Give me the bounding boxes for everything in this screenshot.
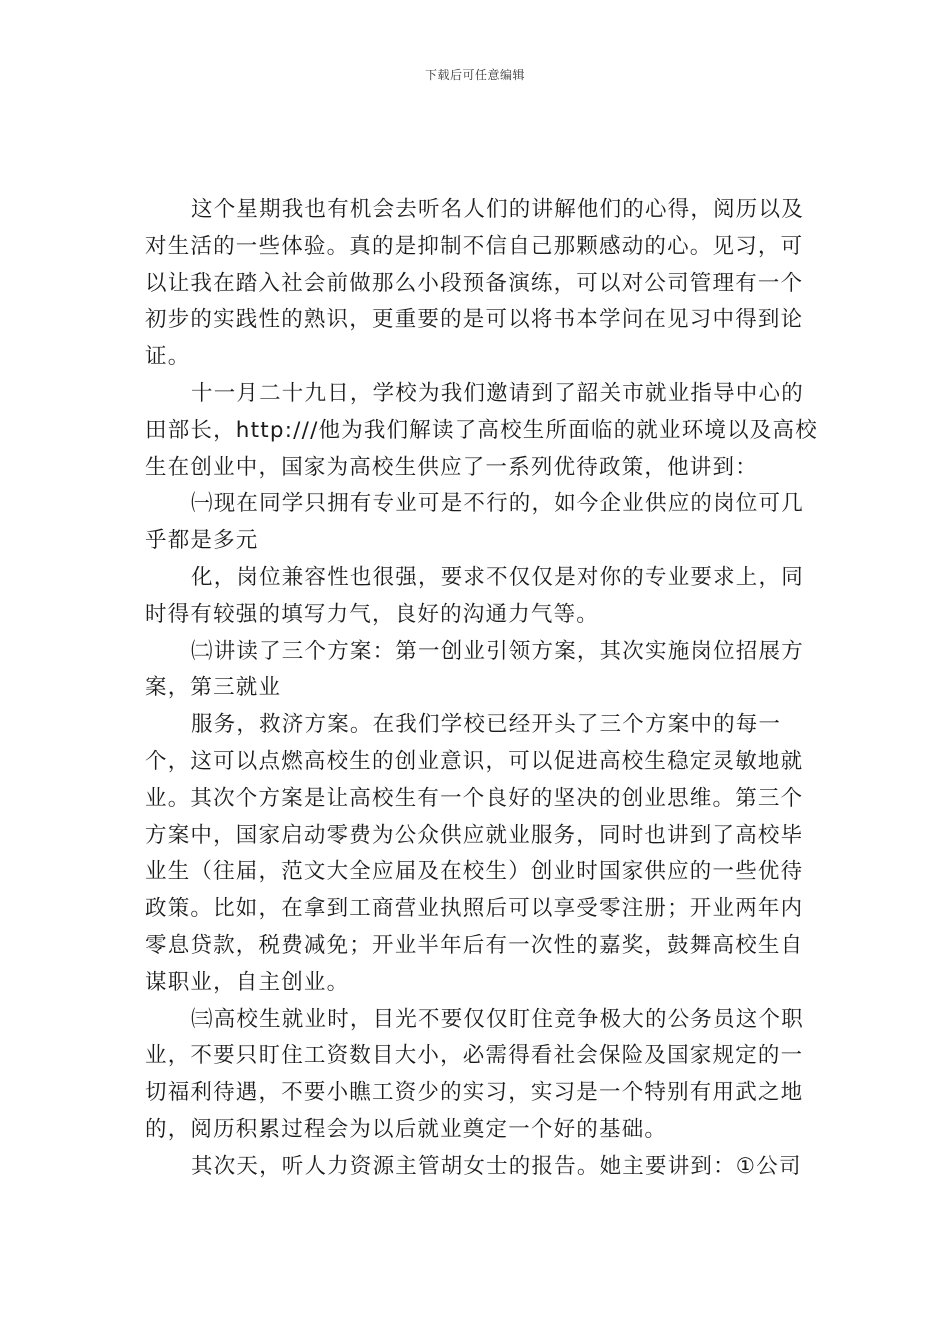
paragraph: 这个星期我也有机会去听名人们的讲解他们的心得，阅历以及对生活的一些体验。真的是抑制不信自己那颗感动的心。见习，可以让我在踏入社会前做那么小段预备演练，可以对公司管理有一个初步的实践性的熟识，更重要的是可以将书本学问在见习中得到论证。 xyxy=(145,197,804,370)
paragraph: ㈡讲读了三个方案：第一创业引领方案，其次实施岗位招展方案，第三就业 xyxy=(145,638,804,701)
document-body xyxy=(145,192,825,1186)
paragraph: 十一月二十九日，学校为我们邀请到了韶关市就业指导中心的田部长，http:///他为我们解读了高校生所面临的就业环境以及高校生在创业中，国家为高校生供应了一系列优待政策，他讲到： xyxy=(145,380,818,480)
paragraph: ㈠现在同学只拥有专业可是不行的，如今企业供应的岗位可几乎都是多元 xyxy=(145,491,804,554)
page-header: 下载后可任意编辑 xyxy=(424,68,525,82)
paragraph: 其次天，听人力资源主管胡女士的报告。她主要讲到：①公司 xyxy=(191,1153,802,1179)
paragraph: ㈢高校生就业时，目光不要仅仅盯住竞争极大的公务员这个职业，不要只盯住工资数目大小，必需得看社会保险及国家规定的一切福利待遇，不要小瞧工资少的实习，实习是一个特别有用武之地的，阅历积累过程会为以后就业奠定一个好的基础。 xyxy=(145,1006,804,1142)
paragraph: 服务，救济方案。在我们学校已经开头了三个方案中的每一个，这可以点燃高校生的创业意识，可以促进高校生稳定灵敏地就业。其次个方案是让高校生有一个良好的坚决的创业思维。第三个方案中，国家启动零费为公众供应就业服务，同时也讲到了高校毕业生（往届，范文大全应届及在校生）创业时国家供应的一些优待政策。比如，在拿到工商营业执照后可以享受零注册；开业两年内零息贷款，税费减免；开业半年后有一次性的嘉奖，鼓舞高校生自谋职业，自主创业。 xyxy=(145,712,804,995)
paragraph: 化，岗位兼容性也很强，要求不仅仅是对你的专业要求上，同时得有较强的填写力气，良好的沟通力气等。 xyxy=(145,564,804,627)
